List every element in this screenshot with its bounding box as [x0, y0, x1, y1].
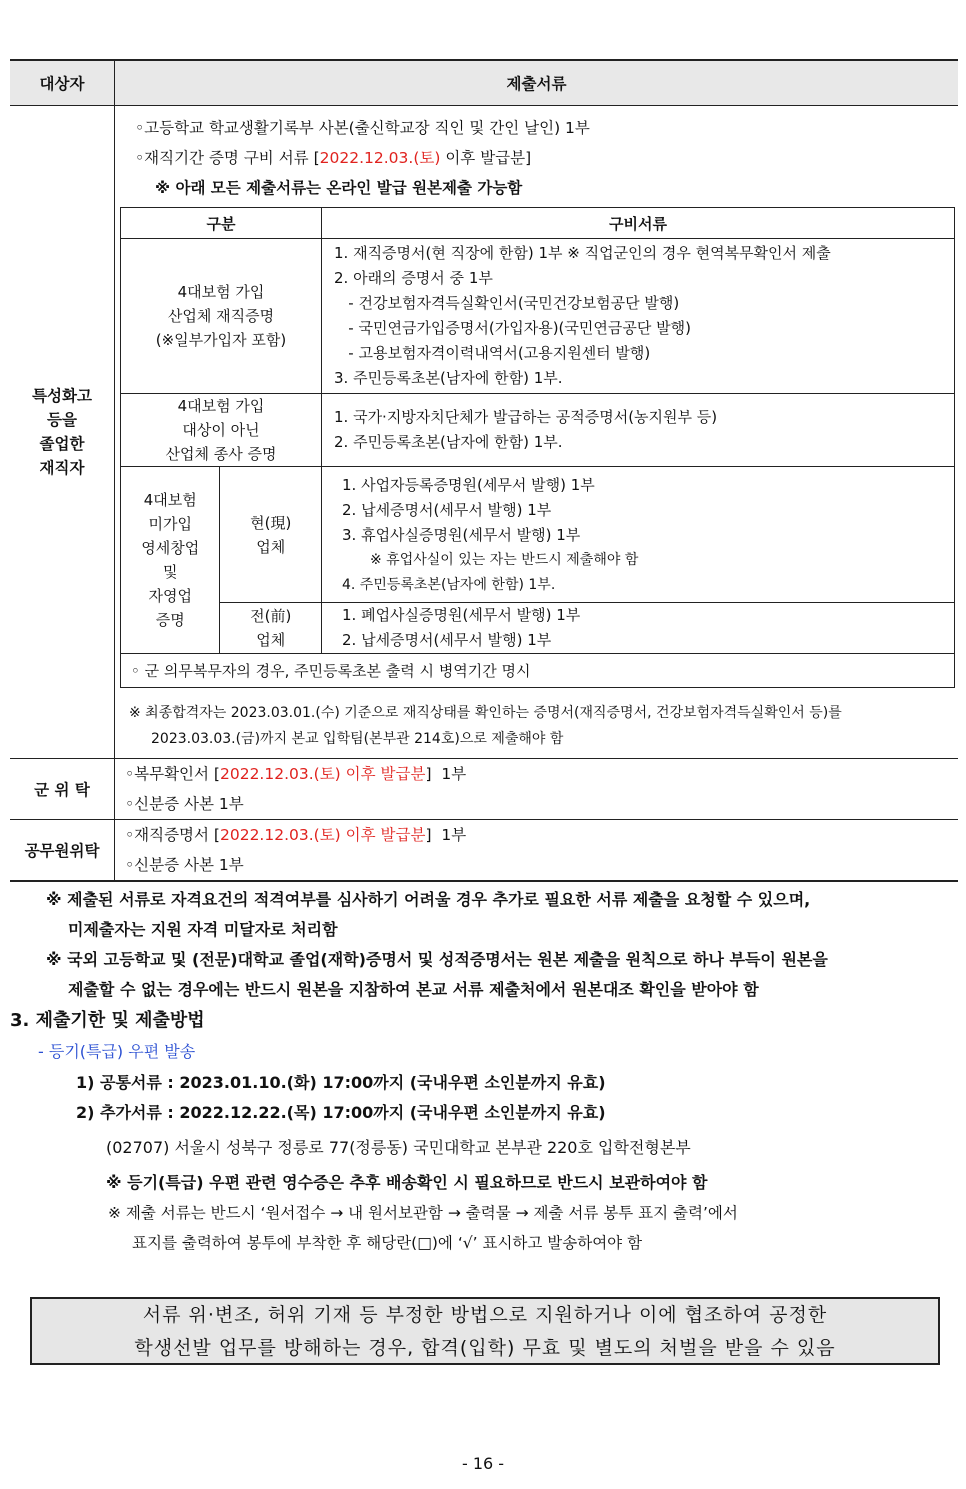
doc-line: - 건강보험자격득실확인서(국민건강보험공단 발행) — [334, 294, 680, 312]
address-line: (02707) 서울시 성북구 정릉로 77(정릉동) 국민대학교 본부관 220호 입학전형본부 — [106, 1138, 691, 1157]
item-school-record: ◦고등학교 학교생활기록부 사본(출신학교장 직인 및 간인 날인) 1부 — [135, 119, 590, 137]
deadline-line: 2) 추가서류 : 2022.12.22.(목) 17:00까지 (국내우편 소인분까지 유효) — [76, 1103, 606, 1122]
military-item-2: ◦신분증 사본 1부 — [125, 795, 244, 813]
doc-line: 1. 폐업사실증명원(세무서 발행) 1부 — [342, 606, 581, 624]
item-employment-tail: 이후 발급분] — [440, 149, 532, 167]
inner-row-self-former — [121, 603, 955, 654]
row-civil-servant — [10, 820, 958, 882]
table-header-row — [10, 60, 958, 106]
docs-uninsured-target — [322, 394, 955, 467]
docs-former-business — [322, 603, 955, 654]
civil-item-head: ◦재직증명서 [ — [125, 826, 220, 844]
warning-line-2: 학생선발 업무를 방해하는 경우, 합격(입학) 무효 및 별도의 처벌을 받을 수 있음 — [134, 1337, 836, 1359]
receipt-note: ※ 등기(특급) 우편 관련 영수증은 추후 배송확인 시 필요하므로 반드시 보관하여야 함 — [106, 1173, 708, 1192]
header-documents: 제출서류 — [115, 60, 959, 106]
sub-former-business: 전(前) 업체 — [220, 603, 322, 654]
civil-item-date: 2022.12.03.(토) 이후 발급분 — [219, 826, 426, 844]
online-note: ※ 아래 모든 제출서류는 온라인 발급 원본제출 가능함 — [155, 179, 523, 197]
docs-current-business — [322, 467, 955, 603]
inner-row-uninsured-target — [121, 394, 955, 467]
row-content-military — [115, 759, 959, 820]
doc-line: 2. 주민등록초본(남자에 한함) 1부. — [334, 433, 563, 451]
inner-row-insured — [121, 239, 955, 394]
sub-current-business: 현(現) 업체 — [220, 467, 322, 603]
doc-line: - 고용보험자격이력내역서(고용지원센터 발행) — [334, 344, 651, 362]
military-item-head: ◦복무확인서 [ — [125, 765, 220, 783]
row-content-civil-servant — [115, 820, 959, 882]
cat-self-employed: 4대보험 미가입 영세창업 및 자영업 증명 — [121, 467, 220, 654]
row-label-military: 군 위 탁 — [10, 759, 115, 820]
civil-item-tail: ] 1부 — [425, 826, 467, 844]
cat-uninsured-target: 4대보험 가입 대상이 아닌 산업체 종사 증명 — [121, 394, 322, 467]
item-employment-head: ◦재직기간 증명 구비 서류 [ — [135, 149, 320, 167]
deadline-line: 1) 공통서류 : 2023.01.10.(화) 17:00까지 (국내우편 소인분까지 유효) — [76, 1073, 606, 1092]
doc-line: 1. 사업자등록증명원(세무서 발행) 1부 — [342, 476, 595, 494]
final-note-line-1: ※ 최종합격자는 2023.03.01.(수) 기준으로 재직상태를 확인하는 증명서(재직증명서, 건강보험자격득실확인서 등)를 — [129, 705, 842, 721]
inner-header-docs: 구비서류 — [322, 208, 955, 239]
cat-insured: 4대보험 가입 산업체 재직증명 (※일부가입자 포함) — [121, 239, 322, 394]
row-military — [10, 759, 958, 820]
doc-line: 2. 납세증명서(세무서 발행) 1부 — [342, 501, 552, 519]
row-specialized-hs-workers — [10, 106, 958, 759]
warning-box — [30, 1297, 940, 1365]
submission-section — [0, 1006, 966, 1258]
item-employment-docs — [135, 143, 958, 173]
inner-docs-table — [120, 207, 955, 688]
cover-note-line-2: 표지를 출력하여 봉투에 부착한 후 해당란(□)에 ‘√’ 표시하고 발송하여야 함 — [132, 1234, 643, 1252]
inner-header-category: 구분 — [121, 208, 322, 239]
doc-line: 3. 주민등록초본(남자에 한함) 1부. — [334, 369, 563, 387]
final-applicant-note — [115, 688, 958, 754]
note-line: 제출할 수 없는 경우에는 반드시 원본을 지참하여 본교 서류 제출처에서 원본대조 확인을 받아야 함 — [68, 980, 759, 999]
section-title: 3. 제출기한 및 제출방법 — [10, 1010, 205, 1031]
note-line: 미제출자는 지원 자격 미달자로 처리함 — [68, 920, 338, 939]
row-label-workers: 특성화고 등을 졸업한 재직자 — [10, 106, 115, 759]
inner-footer-row — [121, 654, 955, 688]
doc-line: 4. 주민등록초본(남자에 한함) 1부. — [342, 577, 556, 593]
warning-line-1: 서류 위·변조, 허위 기재 등 부정한 방법으로 지원하거나 이에 협조하여 공정한 — [142, 1304, 828, 1326]
doc-line: 3. 휴업사실증명원(세무서 발행) 1부 — [342, 526, 581, 544]
doc-line: - 국민연금가입증명서(가입자용)(국민연금공단 발행) — [334, 319, 691, 337]
inner-header-row — [121, 208, 955, 239]
header-target: 대상자 — [10, 60, 115, 106]
row-label-civil-servant: 공무원위탁 — [10, 820, 115, 882]
military-note: ◦ 군 의무복무자의 경우, 주민등록초본 출력 시 병역기간 명시 — [121, 654, 955, 688]
note-line: ※ 국외 고등학교 및 (전문)대학교 졸업(재학)증명서 및 성적증명서는 원본 제출을 원칙으로 하나 부득이 원본을 — [46, 950, 828, 969]
military-item-date: 2022.12.03.(토) 이후 발급분 — [219, 765, 426, 783]
docs-insured — [322, 239, 955, 394]
row-content-workers — [115, 106, 959, 759]
documents-table — [10, 59, 958, 882]
military-item-tail: ] 1부 — [425, 765, 467, 783]
doc-line: 2. 아래의 증명서 중 1부 — [334, 269, 493, 287]
note-line: ※ 제출된 서류로 자격요건의 적격여부를 심사하기 어려울 경우 추가로 필요한 서류 제출을 요청할 수 있으며, — [46, 890, 811, 909]
doc-line: 1. 재직증명서(현 직장에 한함) 1부 ※ 직업군인의 경우 현역복무확인서 제출 — [334, 244, 831, 262]
page-number: - 16 - — [461, 1454, 505, 1473]
doc-line: 1. 국가·지방자치단체가 발급하는 공적증명서(농지원부 등) — [334, 408, 718, 426]
doc-line: 2. 납세증명서(세무서 발행) 1부 — [342, 631, 552, 649]
cover-note-line-1: ※ 제출 서류는 반드시 ‘원서접수 → 내 원서보관함 → 출력물 → 제출 서류 봉투 표지 출력’에서 — [108, 1204, 738, 1222]
doc-line: ※ 휴업사실이 있는 자는 반드시 제출해야 함 — [370, 552, 639, 568]
final-note-line-2: 2023.03.03.(금)까지 본교 입학팀(본부관 214호)으로 제출해야 함 — [151, 731, 564, 747]
method-line: - 등기(특급) 우편 발송 — [38, 1042, 196, 1061]
civil-item-2: ◦신분증 사본 1부 — [125, 856, 244, 874]
civil-item-1 — [125, 820, 958, 850]
notes-block — [0, 885, 966, 1005]
item-employment-date: 2022.12.03.(토) — [319, 149, 441, 167]
military-item-1 — [125, 759, 958, 789]
inner-row-self-current — [121, 467, 955, 603]
